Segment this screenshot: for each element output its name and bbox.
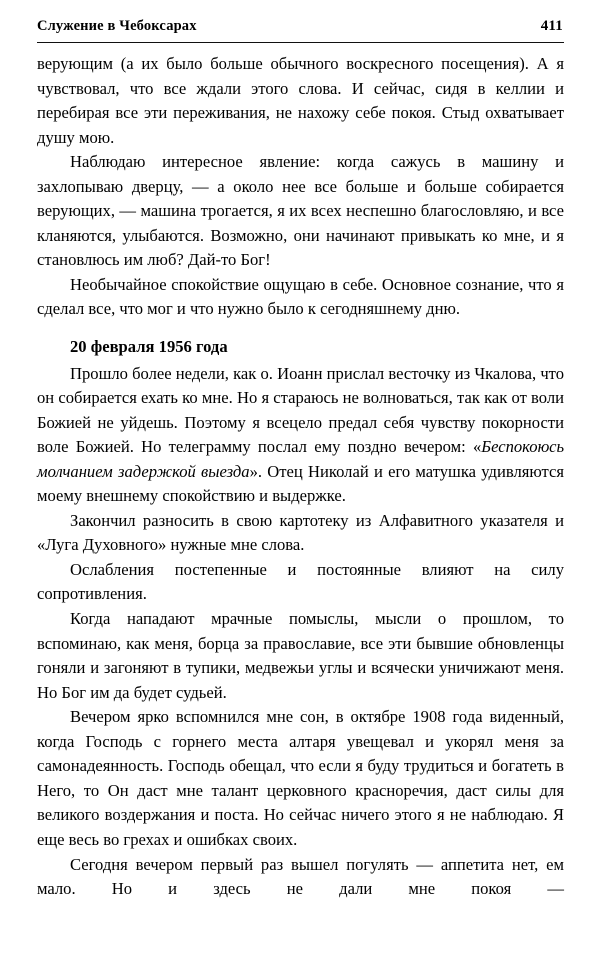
paragraph-evening-walk: Сегодня вечером первый раз вышел погулять — аппетита нет, ем мало. Но и здесь не дали мне покоя —: [37, 854, 564, 899]
header-rule: [37, 42, 564, 43]
paragraph-car-blessing: Наблюдаю интересное явление: когда сажусь в машину и захлопываю дверцу, — а около нее все больше и больше собирается верующих, — машина трогается, я их всех неспешно благословляю, и все кланяются, улыбаются. Возможно, они начинают привыкать ко мне, и я становлюсь им люб? Дай-то Бог!: [37, 152, 564, 270]
body-text-column: [37, 52, 564, 902]
page-number: 411: [540, 18, 563, 34]
running-head-title: Служение в Чебоксарах: [37, 18, 197, 34]
date-heading: 20 февраля 1956 года: [70, 337, 228, 357]
paragraph-dark-thoughts: Когда нападают мрачные помыслы, мысли о прошлом, то вспоминаю, как меня, борца за православие, все эти бывшие обновленцы гоняли и загоняют в тупики, медвежьи углы и всячески уничижают меня. Но Бог им да будет судьей.: [37, 609, 564, 702]
paragraph-continued: верующим (а их было больше обычного воскресного посещения). А я чувствовал, что все ждали этого слова. И сейчас, сидя в келлии и перебирая все эти переживания, не нахожу себе покоя. Стыд охватывает душу мою.: [37, 54, 564, 147]
telegram-lead-in: Прошло более недели, как о. Иоанн прислал весточку из Чкалова, что он собирается ехать ко мне. Но я стараюсь не волноваться, так как от воли Божией не уйдешь. Поэтому я всецело предал себя чувству покорности воле Божией. Но телеграмму послал ему поздно вечером: «: [37, 363, 564, 457]
paragraph-calm: Необычайное спокойствие ощущаю в себе. Основное сознание, что я сделал все, что мог и что нужно было к сегодняшнему дню.: [37, 274, 564, 319]
telegram-quote: Беспокоюсь молчанием задержкой выезда: [37, 437, 564, 481]
paragraph-father-ioann: [37, 362, 564, 509]
telegram-tail: ». Отец Николай и его матушка удивляются моему внешнему спокойствию и выдержке.: [37, 461, 564, 506]
running-head: [37, 18, 563, 35]
paragraph-weakening: Ослабления постепенные и постоянные влияют на силу сопротивления.: [37, 559, 564, 604]
paragraph-dream-1908: Вечером ярко вспомнился мне сон, в октябре 1908 года виденный, когда Господь с горнего места алтаря увещевал и укорял меня за самонадеянность. Господь обещал, что если я буду трудиться и богатеть в Него, то Он даст мне талант церковного красноречия, даст силы для великого воздержания и поста. Но сейчас ничего этого я не наблюдаю. Я еще весь во грехах и ошибках своих.: [37, 707, 564, 849]
paragraph-card-index: Закончил разносить в свою картотеку из Алфавитного указателя и «Луга Духовного» нужные мне слова.: [37, 510, 564, 555]
